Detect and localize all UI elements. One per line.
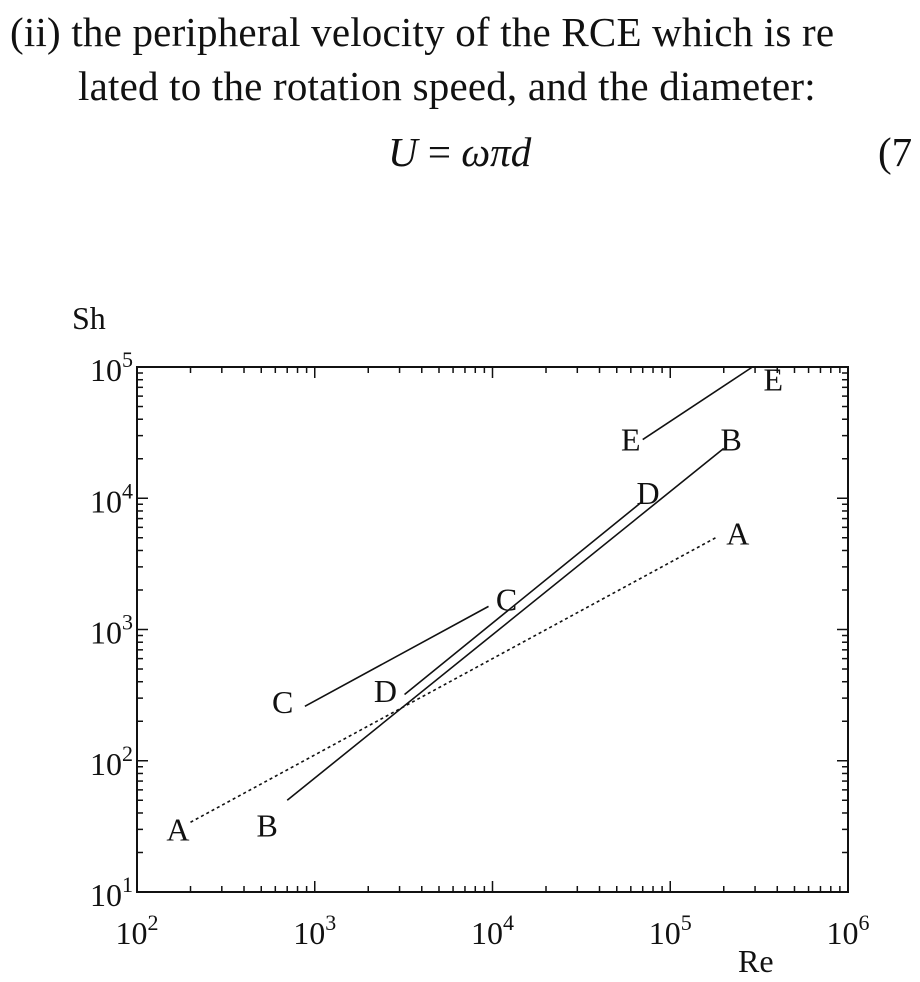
line-label-e: E xyxy=(621,421,641,458)
item-marker: (ii) xyxy=(10,9,61,55)
x-tick-label: $10^4$ xyxy=(471,910,514,951)
line-label-b: B xyxy=(720,421,742,458)
x-tick-label: $10^5$ xyxy=(648,910,692,951)
line-annotations xyxy=(166,362,783,848)
line-label-d: D xyxy=(373,672,398,709)
series-line-d xyxy=(405,501,643,694)
equation-lhs: U xyxy=(388,129,418,175)
line-label-a: A xyxy=(166,811,190,848)
tick-labels xyxy=(90,347,870,951)
x-tick-label: $10^3$ xyxy=(293,910,337,951)
item-text-line-2: lated to the rotation speed, and the diameter: xyxy=(78,63,816,109)
list-item-ii xyxy=(10,8,834,56)
x-axis-label: Re xyxy=(738,943,774,979)
item-text-line-1: the peripheral velocity of the RCE which is re xyxy=(71,9,835,55)
y-tick-label: $10^5$ xyxy=(90,347,133,388)
line-label-e: E xyxy=(763,361,784,398)
sh-vs-re-log-plot xyxy=(0,280,920,982)
line-label-a: A xyxy=(726,515,750,552)
equation-number: (7 xyxy=(878,129,913,175)
data-series xyxy=(191,367,753,822)
y-tick-label: $10^1$ xyxy=(90,872,133,913)
equation-equals: = xyxy=(427,129,451,175)
x-tick-label: $10^6$ xyxy=(826,910,870,951)
y-axis-label: Sh xyxy=(72,300,106,336)
line-label-c: C xyxy=(272,684,294,721)
series-line-a xyxy=(191,538,716,822)
line-label-b: B xyxy=(256,807,278,844)
line-label-c: C xyxy=(495,581,518,618)
equation-rhs: ωπd xyxy=(461,129,532,175)
line-label-d: D xyxy=(636,474,660,511)
x-tick-label: $10^2$ xyxy=(115,910,159,951)
equation xyxy=(388,128,531,176)
y-tick-label: $10^2$ xyxy=(90,740,133,782)
y-tick-label: $10^4$ xyxy=(90,478,133,520)
y-tick-label: $10^3$ xyxy=(90,609,133,651)
